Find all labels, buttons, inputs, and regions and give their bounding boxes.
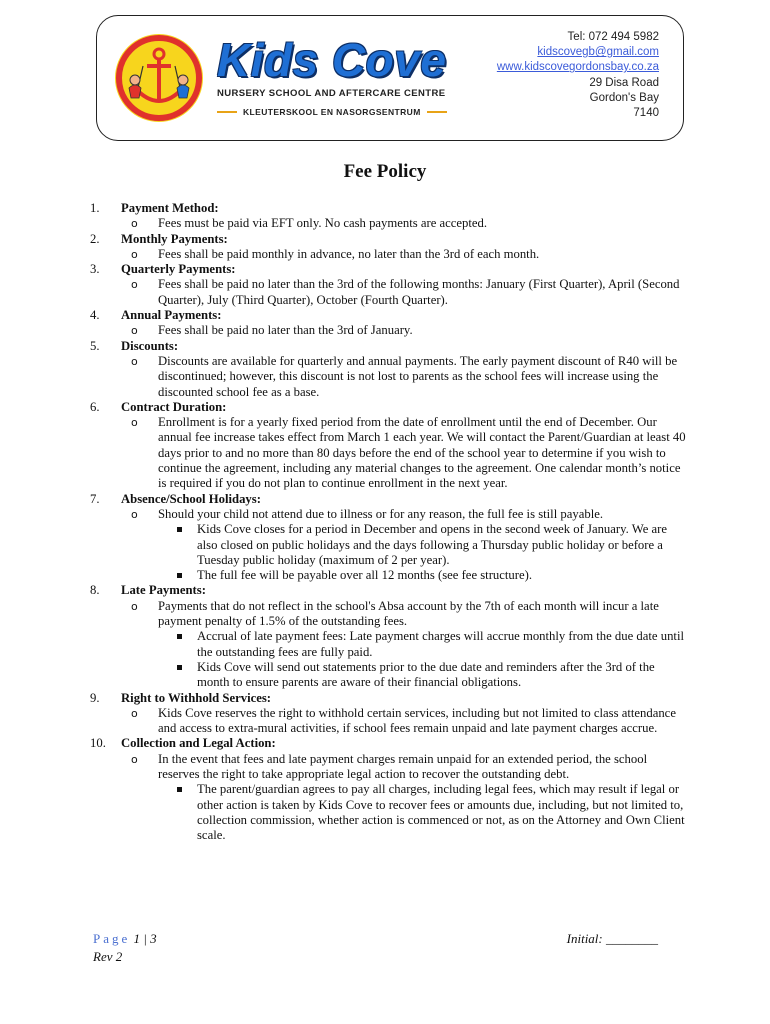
contact-postal-code: 7140 bbox=[633, 107, 659, 120]
item-heading: Absence/School Holidays: bbox=[121, 491, 261, 506]
item-heading: Monthly Payments: bbox=[121, 231, 228, 246]
square-bullet-icon bbox=[177, 787, 182, 792]
logo-wordmark bbox=[217, 34, 527, 134]
circle-bullet-icon: o bbox=[131, 706, 138, 720]
sub-item bbox=[131, 752, 690, 783]
contact-address-line1: 29 Disa Road bbox=[589, 76, 659, 89]
sub-item-text: Payments that do not reflect in the school's Absa account by the 7th of each month will incur a late payment penalty of 1.5% of the outstanding fees. bbox=[158, 598, 659, 629]
item-heading: Right to Withhold Services: bbox=[121, 690, 272, 705]
tagline-divider bbox=[217, 111, 237, 113]
item-heading: Collection and Legal Action: bbox=[121, 736, 276, 751]
sub-sub-item-text: The full fee will be payable over all 12 months (see fee structure). bbox=[197, 568, 533, 583]
initial-field[interactable]: Initial: ________ bbox=[566, 931, 658, 946]
sub-sub-item-text: Accrual of late payment fees: Late payment charges will accrue monthly from the due date until the outstanding fees are fully paid. bbox=[197, 629, 684, 659]
tagline-divider bbox=[427, 111, 447, 113]
policy-item bbox=[90, 201, 690, 232]
page-number bbox=[93, 931, 157, 947]
sub-item bbox=[131, 277, 690, 308]
sub-item bbox=[131, 507, 690, 522]
policy-item bbox=[90, 583, 690, 690]
item-heading: Discounts: bbox=[121, 338, 179, 353]
square-bullet-icon bbox=[177, 573, 182, 578]
circle-bullet-icon: o bbox=[131, 599, 138, 613]
item-number: 2. bbox=[90, 231, 100, 246]
item-number: 9. bbox=[90, 690, 100, 705]
sub-sub-item bbox=[177, 568, 690, 583]
sub-item-text: Fees shall be paid no later than the 3rd of the following months: January (First Quarter), April (Second Quarter), July (Third Quarter), October (Fourth Quarter). bbox=[158, 277, 680, 307]
item-number: 5. bbox=[90, 338, 100, 353]
contact-website-link[interactable]: www.kidscovegordonsbay.co.za bbox=[496, 61, 659, 74]
sub-sub-item bbox=[177, 522, 690, 568]
sub-item bbox=[131, 706, 690, 737]
sub-item bbox=[131, 323, 690, 338]
anchor-swing-children-logo-icon bbox=[113, 32, 205, 124]
circle-bullet-icon: o bbox=[131, 217, 138, 231]
square-bullet-icon bbox=[177, 527, 182, 532]
tagline-afrikaans-row bbox=[217, 107, 527, 117]
policy-item bbox=[90, 736, 690, 843]
tagline-english: NURSERY SCHOOL AND AFTERCARE CENTRE bbox=[217, 88, 446, 99]
item-heading: Payment Method: bbox=[121, 201, 219, 215]
circle-bullet-icon: o bbox=[131, 507, 138, 521]
brand-name: Kids Cove bbox=[217, 34, 447, 86]
sub-sub-item-text: The parent/guardian agrees to pay all charges, including legal fees, which may result if legal or other action is taken by Kids Cove to recover fees or amounts due, including, but not limited to, collection commission, whether action is commenced or not, as on the Attorney and Own Client scale. bbox=[197, 782, 685, 843]
sub-sub-item-text: Kids Cove will send out statements prior to the due date and reminders after the 3rd of the month to ensure parents are aware of their financial obligations. bbox=[197, 659, 655, 690]
policy-item bbox=[90, 691, 690, 737]
sub-item bbox=[131, 415, 690, 491]
page-title: Fee Policy bbox=[343, 161, 427, 182]
policy-list bbox=[90, 201, 690, 843]
policy-item bbox=[90, 400, 690, 492]
policy-item bbox=[90, 339, 690, 400]
sub-item-text: In the event that fees and late payment charges remain unpaid for an extended period, the school reserves the right to take appropriate legal action to recover the outstanding debt. bbox=[158, 751, 648, 781]
item-number: 10. bbox=[90, 736, 106, 751]
circle-bullet-icon: o bbox=[131, 324, 138, 338]
item-number: 4. bbox=[90, 308, 100, 323]
policy-item bbox=[90, 492, 690, 584]
tagline-afrikaans: KLEUTERSKOOL EN NASORGSENTRUM bbox=[243, 107, 421, 117]
circle-bullet-icon: o bbox=[131, 247, 138, 261]
sub-sub-item bbox=[177, 660, 690, 691]
circle-bullet-icon: o bbox=[131, 278, 138, 292]
sub-item-text: Fees must be paid via EFT only. No cash payments are accepted. bbox=[158, 216, 488, 231]
sub-item-text: Fees shall be paid monthly in advance, no later than the 3rd of each month. bbox=[158, 246, 540, 261]
square-bullet-icon bbox=[177, 665, 182, 670]
page-label: Page bbox=[93, 931, 131, 946]
item-number: 8. bbox=[90, 583, 100, 598]
contact-email-link[interactable]: kidscovegb@gmail.com bbox=[537, 46, 659, 59]
sub-item-text: Should your child not attend due to illness or for any reason, the full fee is still payable. bbox=[158, 506, 604, 521]
contact-address-line2: Gordon's Bay bbox=[589, 91, 659, 104]
sub-item bbox=[131, 216, 690, 231]
policy-item bbox=[90, 232, 690, 263]
circle-bullet-icon: o bbox=[131, 354, 138, 368]
contact-tel: Tel: 072 494 5982 bbox=[567, 31, 659, 43]
circle-bullet-icon: o bbox=[131, 416, 138, 430]
circle-bullet-icon: o bbox=[131, 752, 138, 766]
sub-item-text: Fees shall be paid no later than the 3rd of January. bbox=[158, 323, 413, 338]
sub-item-text: Kids Cove reserves the right to withhold certain services, including but not limited to class attendance and access to extra-mural activities, if school fees remain unpaid and late payment charges accrue. bbox=[158, 705, 676, 736]
sub-item-text: Enrollment is for a yearly fixed period from the date of enrollment until the end of December. Our annual fee increase takes effect from March 1 each year. We will contact the Parent/Guardian at least 40 days prior to and no more than 80 days before the end of the school year to determine if you wish to continue the agreement, including any material changes to the agreement. One calendar month’s notice is required if you do not plan to continue enrollment in the next year. bbox=[158, 415, 686, 491]
letterhead bbox=[96, 15, 684, 141]
revision-label: Rev 2 bbox=[93, 949, 123, 964]
item-heading: Contract Duration: bbox=[121, 399, 227, 414]
item-heading: Quarterly Payments: bbox=[121, 262, 236, 277]
sub-sub-item-text: Kids Cove closes for a period in December and opens in the second week of January. We are also closed on public holidays and the days following a Thursday public holiday or before a Tuesday public holiday (maximum of 2 per year). bbox=[197, 522, 668, 567]
sub-sub-item bbox=[177, 782, 690, 843]
sub-item bbox=[131, 247, 690, 262]
square-bullet-icon bbox=[177, 634, 182, 639]
page-value: 1 | 3 bbox=[133, 931, 157, 946]
policy-item bbox=[90, 308, 690, 339]
sub-item-text: Discounts are available for quarterly and annual payments. The early payment discount of R40 will be discontinued; however, this discount is not lost to parents as the school fees will increase using the discounted school fee as a base. bbox=[158, 353, 678, 399]
item-number: 1. bbox=[90, 201, 100, 215]
item-heading: Annual Payments: bbox=[121, 308, 222, 323]
contact-block bbox=[497, 30, 659, 121]
item-heading: Late Payments: bbox=[121, 583, 206, 598]
sub-sub-item bbox=[177, 629, 690, 660]
item-number: 7. bbox=[90, 491, 100, 506]
item-number: 6. bbox=[90, 399, 100, 414]
sub-item bbox=[131, 354, 690, 400]
sub-item bbox=[131, 599, 690, 630]
item-number: 3. bbox=[90, 262, 100, 277]
policy-item bbox=[90, 262, 690, 308]
